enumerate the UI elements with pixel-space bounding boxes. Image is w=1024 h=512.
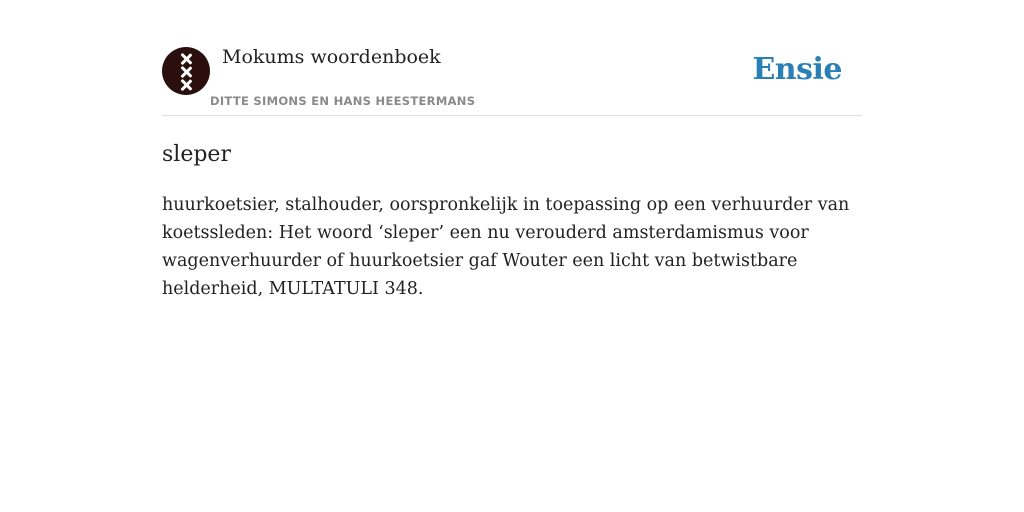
- cross-icon: [180, 79, 192, 91]
- cross-icon: [180, 53, 192, 65]
- authors: DITTE SIMONS EN HANS HEESTERMANS: [210, 94, 476, 108]
- headword: sleper: [162, 142, 231, 167]
- brand-logo[interactable]: Ensie: [752, 52, 842, 87]
- definition: huurkoetsier, stalhouder, oorspronkelijk in toepassing op een verhuurder van koetssleden: Het woord ‘sleper’ een nu verouderd amsterdamismus voor wagenverhuurder of huurkoetsier gaf Wouter een licht van betwistbare helderheid, MULTATULI 348.: [162, 195, 850, 299]
- header: [162, 0, 862, 116]
- amsterdam-xxx-icon[interactable]: [162, 47, 210, 95]
- page-container: [162, 0, 862, 303]
- cross-icon: [180, 66, 192, 78]
- book-title[interactable]: Mokums woordenboek: [222, 46, 441, 68]
